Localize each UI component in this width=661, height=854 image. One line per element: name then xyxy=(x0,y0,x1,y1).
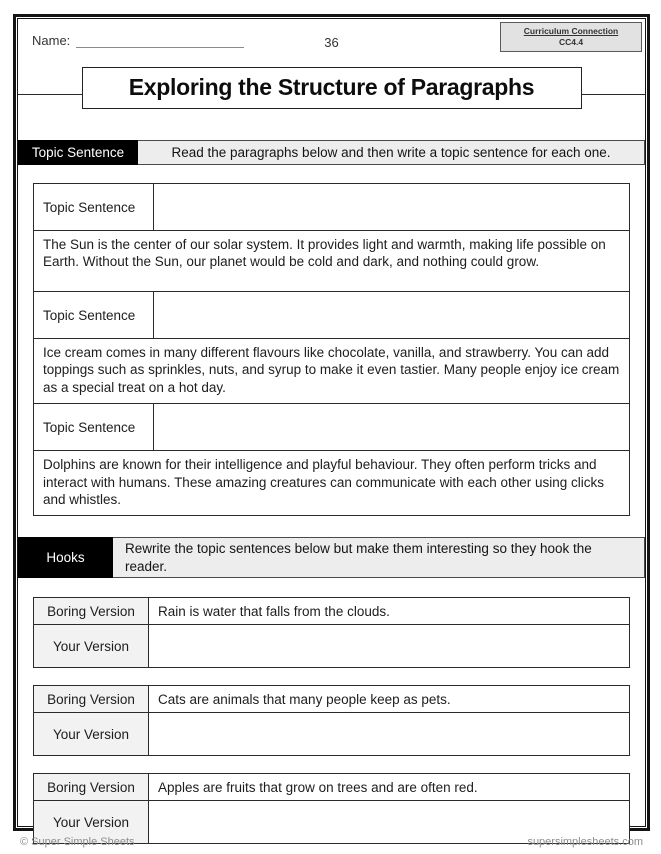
boring-version-label: Boring Version xyxy=(34,598,149,624)
name-answer-line[interactable] xyxy=(76,34,244,48)
topic-sentence-answer-cell-3[interactable] xyxy=(154,404,629,450)
topic-sentence-answer-cell-1[interactable] xyxy=(154,184,629,230)
worksheet-header xyxy=(18,19,645,67)
your-version-answer-cell-2[interactable] xyxy=(149,713,629,755)
topic-sentence-table xyxy=(33,183,630,516)
boring-sentence-rain: Rain is water that falls from the clouds. xyxy=(158,603,390,619)
curriculum-connection-code: CC4.4 xyxy=(558,37,584,47)
topic-block-2 xyxy=(34,292,629,404)
topic-sentence-row-label: Topic Sentence xyxy=(34,292,154,338)
topic-sentence-section-bar xyxy=(18,140,645,165)
name-label: Name: xyxy=(32,33,71,48)
paragraph-dolphins: Dolphins are known for their intelligence and playful behaviour. They often perform tricks and interact with humans. These amazing creatures can communicate with each other using clicks and whistles. xyxy=(34,450,629,515)
topic-sentence-row-2 xyxy=(34,292,629,338)
boring-sentence-cats: Cats are animals that many people keep as pets. xyxy=(158,691,451,707)
your-version-row-2 xyxy=(34,713,629,755)
topic-sentence-row-label: Topic Sentence xyxy=(34,404,154,450)
topic-sentence-instruction: Read the paragraphs below and then write a topic sentence for each one. xyxy=(138,140,645,165)
hook-table-1 xyxy=(33,597,630,668)
topic-block-3 xyxy=(34,404,629,515)
topic-sentence-row-1 xyxy=(34,184,629,230)
hooks-section-label: Hooks xyxy=(18,537,113,578)
name-block xyxy=(32,33,244,48)
page-title: Exploring the Structure of Paragraphs xyxy=(82,67,582,109)
hooks-tables xyxy=(18,597,645,844)
your-version-answer-cell-1[interactable] xyxy=(149,625,629,667)
your-version-label: Your Version xyxy=(34,713,149,755)
worksheet-page-border xyxy=(13,14,650,831)
topic-sentence-row-3 xyxy=(34,404,629,450)
hooks-instruction-text: Rewrite the topic sentences below but make them interesting so they hook the reader. xyxy=(125,540,592,574)
your-version-label: Your Version xyxy=(34,801,149,843)
boring-version-row-1 xyxy=(34,598,629,625)
copyright-text: © Super Simple Sheets xyxy=(20,836,135,848)
worksheet-footer xyxy=(13,836,650,848)
hooks-instruction xyxy=(113,537,645,578)
topic-sentence-answer-cell-2[interactable] xyxy=(154,292,629,338)
hooks-section-bar xyxy=(18,537,645,578)
boring-version-row-2 xyxy=(34,686,629,713)
boring-version-label: Boring Version xyxy=(34,774,149,800)
your-version-row-1 xyxy=(34,625,629,667)
title-section xyxy=(18,67,645,121)
website-url: supersimplesheets.com xyxy=(527,836,643,848)
curriculum-connection-badge xyxy=(500,22,642,52)
topic-sentence-section-label: Topic Sentence xyxy=(18,140,138,165)
worksheet-page xyxy=(17,18,646,830)
hook-table-2 xyxy=(33,685,630,756)
topic-block-1 xyxy=(34,184,629,292)
boring-version-row-3 xyxy=(34,774,629,801)
hook-table-3 xyxy=(33,773,630,844)
paragraph-sun: The Sun is the center of our solar system. It provides light and warmth, making life possible on Earth. Without the Sun, our planet would be cold and dark, and nothing could grow. xyxy=(34,230,629,292)
your-version-label: Your Version xyxy=(34,625,149,667)
paragraph-ice-cream: Ice cream comes in many different flavours like chocolate, vanilla, and strawberry. You can add toppings such as sprinkles, nuts, and syrup to make it even tastier. Many people enjoy ice cream as a special treat on a hot day. xyxy=(34,338,629,404)
boring-sentence-apples: Apples are fruits that grow on trees and are often red. xyxy=(158,779,478,795)
topic-sentence-row-label: Topic Sentence xyxy=(34,184,154,230)
boring-version-label: Boring Version xyxy=(34,686,149,712)
curriculum-connection-title: Curriculum Connection xyxy=(523,26,619,36)
page-number: 36 xyxy=(324,35,339,50)
